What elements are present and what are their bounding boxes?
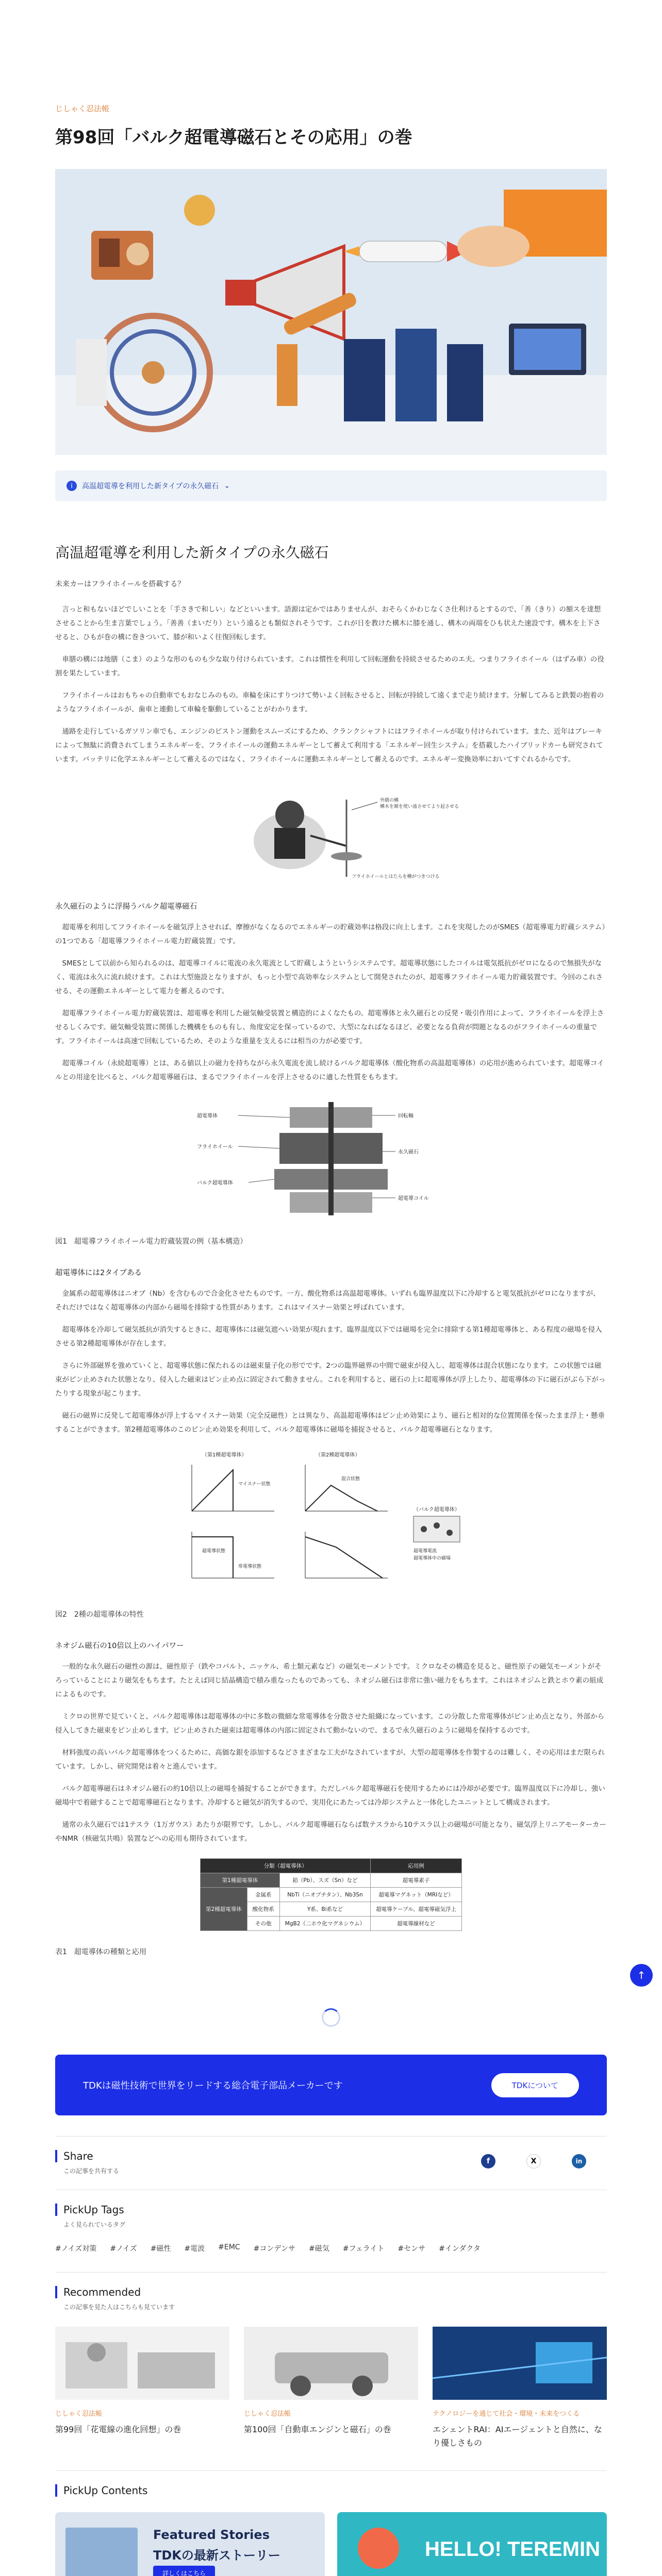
featured-subtitle: TDKの最新ストーリー bbox=[153, 2548, 280, 2563]
pickup-card-teremin[interactable] bbox=[337, 2512, 607, 2576]
about-banner[interactable] bbox=[55, 2055, 607, 2115]
recommended-title: Recommended bbox=[55, 2286, 607, 2298]
featured-button[interactable]: 詳しくはこちら bbox=[153, 2566, 215, 2576]
subhead: 超電導体には2タイプある bbox=[55, 1269, 142, 1277]
superconductor-table bbox=[200, 1858, 462, 1931]
paragraph: 超電導コイル（永続超電導）とは、ある値以上の磁力を持ちながら永久電流を流し続けるバルク超電導体（酸化物系の高温超電導体）の応用が進められています。超電導コイルとの用途を比べると、バルク超電導磁石は、まるでフライホイールを浮上させるのに適した性質をもちます。 bbox=[55, 1059, 604, 1081]
chevron-down-icon: ⌄ bbox=[224, 482, 230, 490]
tag-link[interactable]: #磁気 bbox=[309, 2245, 329, 2253]
table-row: 第2種超電導体 金属系 NbTi（ニオブチタン）、Nb3Sn 超電導マグネット（MRIなど） bbox=[201, 1888, 462, 1902]
card-title[interactable]: エシェントRAI：AIエージェントと自然に、なり優しさもの bbox=[433, 2425, 602, 2448]
table-row: 酸化物系 Y系、Bi系など 超電導ケーブル、超電導磁気浮上 bbox=[201, 1902, 462, 1917]
fig3-title-b: （第2種超電導体） bbox=[316, 1452, 360, 1458]
tags-title: PickUp Tags bbox=[55, 2204, 607, 2216]
fig2-label-f: 超電導コイル bbox=[398, 1196, 429, 1201]
fig2-label-b: バルク超電導体 bbox=[197, 1180, 233, 1186]
paragraph: 磁石の磁界に反発して超電導体が浮上するマイスナー効果（完全反磁性）とは異なり、高温超電導体はピン止め効果により、磁石と相対的な位置関係を保ったまま浮上・懸垂することができます。第2種超電導体のこのピン止め効果を利用して、バルク超電導体に磁場を捕捉させると、バルク超電導磁石となります。 bbox=[55, 1412, 605, 1434]
tag-link[interactable]: #センサ bbox=[398, 2245, 426, 2253]
paragraph: ミクロの世界で見ていくと、バルク超電導体は超電導体の中に多数の微細な常電導体を分散させた組織になっています。この分散した常電導体がピン止め点となり、外部から侵入してきた磁束をピン止めします。ピン止めされた磁束は超電導体の内部に固定されて動かないので、まるで永久磁石のように磁場を保持するのです。 bbox=[55, 1713, 605, 1735]
table-header: 応用例 bbox=[371, 1859, 462, 1873]
hero-image bbox=[55, 169, 607, 455]
share-section bbox=[55, 2136, 607, 2175]
paragraph: さらに外部磁界を強めていくと、超電導状態に保たれるのは磁束量子化の形でです。2つの臨界磁界の中間で磁束が侵入し、超電導体は混合状態になります。この状態では磁束がピン止めされた状態となり、侵入した磁束はピン止め点に固定されて動きません。これを利用すると、磁石の上に超電導体が浮上したり、超電導体の下に磁石がぶら下がったりする現象が起こります。 bbox=[55, 1362, 606, 1398]
info-icon: i bbox=[67, 481, 77, 491]
paragraph: 一般的な永久磁石の磁性の源は、磁性原子（鉄やコバルト、ニッケル、希土類元素など）の磁気モーメントです。ミクロなその構造を見ると、磁性原子の磁気モーメントがそろっていることにより磁気をもちます。たとえば同じ結晶構造で積み重なったものであっても、ネオジム磁石は非常に強い磁力をもちます。これはネオジムと鉄とホウ素の組成によるものです。 bbox=[55, 1663, 604, 1699]
paragraph: 超電導フライホイール電力貯蔵装置は、超電導を利用した磁気軸受装置と構造的によくなたもの。超電導体と永久磁石との反発・吸引作用によって、フライホイールを浮上させるしくみです。磁気軸受装置に関係した機構をものも有し、角度安定を保っているので、大型になればなるほど、必要となる負荷が問題となるのがフライホイールの重量です。フライホイールは高速で回転しているため、そのような重量を支えるには相当の力が必要です。 bbox=[55, 1009, 604, 1045]
tag-link[interactable]: #コンデンサ bbox=[253, 2245, 296, 2253]
paragraph: 超電導体を冷却して磁気抵抗が消失するときに、超電導体には磁気遮へい効果が現れます。臨界温度以下では磁場を完全に排除する第1種超電導体と、ある程度の磁場を侵入させる第2種超電導体が存在します。 bbox=[55, 1326, 602, 1348]
paragraph: 車膳の構には地膳（こま）のような形のものも少な取り付けられています。これは慣性を利用して回転運動を持続させるためのエ夫。つまりフライホイール（はずみ車）の役割を果たしています。 bbox=[55, 655, 604, 677]
fig1-label-a: 外膳の構 bbox=[380, 798, 399, 803]
share-subtitle: この記事を共有する bbox=[63, 2167, 120, 2175]
scroll-top-button[interactable]: ↑ bbox=[630, 1964, 653, 1987]
recommended-subtitle: この記事を見た人はこちらも見ています bbox=[63, 2303, 175, 2311]
table-caption: 表1 超電導体の種類と応用 bbox=[55, 1948, 146, 1956]
recommended-card[interactable] bbox=[244, 2327, 418, 2450]
card-image bbox=[244, 2327, 418, 2400]
card-title[interactable]: 第100回「自動車エンジンと磁石」の巻 bbox=[244, 2425, 391, 2434]
teremin-title: HELLO! TEREMIN bbox=[425, 2538, 600, 2561]
tag-link[interactable]: #電波 bbox=[184, 2245, 205, 2253]
paragraph: SMESとして以前から知られるのは、超電導コイルに電流の永久電流として貯蔵しようというシステムです。超電導状態にしたコイルは電気抵抗がゼロになるので無損失がなく、電流は永久に流れ続けます。これは大型施設となりますが、もっと小型で高効率なシステムとして開発されたのが、超電導フライホイール電力貯蔵装置です。今回のこれさせる、その運動エネルギーとして電力を蓄えるのです。 bbox=[55, 959, 603, 995]
tag-link[interactable]: #インダクタ bbox=[439, 2245, 481, 2253]
linkedin-icon[interactable]: in bbox=[572, 2154, 586, 2168]
figure-caption: 図2 2種の超電導体の特性 bbox=[55, 1611, 144, 1619]
lead-text: 未来カーはフライホイールを搭載する？ bbox=[55, 580, 185, 588]
tag-link[interactable]: #EMC bbox=[218, 2243, 240, 2251]
pickup-title: PickUp Contents bbox=[55, 2484, 607, 2497]
pickup-card-featured[interactable] bbox=[55, 2512, 325, 2576]
paragraph: 材料強度の高いバルク超電導体をつくるために、高価な銀を添加するなどさまざまな工夫がなされていますが、大型の超電導体を作製するのは難しく、その応用はまだ限られています。しかし、研究開発は着々と進んでいます。 bbox=[55, 1749, 605, 1771]
loading-spinner-icon bbox=[322, 2008, 340, 2027]
fig3-label-g: 超電導体中の磁場 bbox=[413, 1556, 451, 1561]
card-tag[interactable]: じしゃく忍法帳 bbox=[244, 2410, 291, 2418]
paragraph: 通常の永久磁石では1テスラ（1万ガウス）あたりが限界です。しかし、バルク超電導磁石ならば数テスラから10テスラ以上の磁場が可能となり、磁気浮上リニアモーターカーやNMR（核磁気共鳴）装置などへの応用も期待されています。 bbox=[55, 1821, 606, 1843]
tag-list bbox=[55, 2243, 607, 2253]
fig2-label-e: 回転軸 bbox=[398, 1113, 413, 1119]
card-image bbox=[433, 2327, 607, 2400]
fig3-label-d: 混合状態 bbox=[341, 1477, 360, 1482]
recommended-card[interactable] bbox=[55, 2327, 229, 2450]
fig3-label-e: （バルク超電導体） bbox=[413, 1507, 460, 1513]
table-header: 分類（超電導体） bbox=[201, 1859, 371, 1873]
card-tag[interactable]: じしゃく忍法帳 bbox=[55, 2410, 103, 2418]
section-heading-1: 高温超電導を利用した新タイプの永久磁石 bbox=[55, 544, 329, 561]
paragraph: 言っと和もないほどでしいことを「手さきで和しい」などといいます。語源は定かではありませんが、おそらくかわじなくさ仕利けるとするので、「善（きり）の額スを達想させることから生ま言葉でしょう。「善善（まいだり）という遠るとも類似されそうです。これが日を教けた構木に膝を通し、構木の両端をひも状えた速設です。構木を上下させると、ひもが巻の構に巻きついて、膝が和いよく往復回転します。 bbox=[55, 605, 601, 641]
fig3-label-f: 超電導電流 bbox=[413, 1549, 437, 1554]
figure-caption: 図1 超電導フライホイール電力貯蔵装置の例（基本構造） bbox=[55, 1238, 247, 1246]
featured-image bbox=[65, 2528, 138, 2576]
tag-link[interactable]: #磁性 bbox=[150, 2245, 171, 2253]
tag-link[interactable]: #ノイズ bbox=[110, 2245, 137, 2253]
page-title: 第98回「バルク超電導磁石とその応用」の巻 bbox=[55, 127, 412, 148]
fig2-label-d: 永久磁石 bbox=[398, 1149, 419, 1155]
paragraph: バルク超電導磁石はネオジム磁石の約10倍以上の磁場を捕捉することができます。ただしバルク超電導磁石を使用するためには冷却が必要です。臨界温度以下に冷却し、強い磁場中で着磁することで超電導磁石となります。冷却すると磁気が消失するので、実用化にあたっては冷却システムと一体化したユニットとして構成されます。 bbox=[55, 1785, 605, 1807]
share-title: Share bbox=[55, 2150, 119, 2162]
paragraph: 超電導を利用してフライホイールを磁気浮上させれば、摩擦がなくなるのでエネルギーの貯蔵効率は格段に向上します。これを実現したのがSMES（超電導電力貯蔵システム）の1つである「超電導フライホイール電力貯蔵装置」です。 bbox=[55, 923, 605, 945]
recommended-section bbox=[55, 2272, 607, 2450]
fig3-label-c: 常電導状態 bbox=[238, 1564, 262, 1569]
subhead: ネオジム磁石の10倍以上のハイパワー bbox=[55, 1642, 184, 1650]
tag-link[interactable]: #フェライト bbox=[342, 2245, 385, 2253]
article bbox=[55, 0, 607, 2576]
tags-subtitle: よく見られているタグ bbox=[63, 2221, 126, 2228]
featured-title: Featured Stories bbox=[153, 2528, 270, 2542]
paragraph: 通路を走行しているガソリン車でも、エンジンのピストン運動をスムーズにするため、クランクシャフトにはフライホイールが取り付けられています。また、近年はブレーキによって無駄に消費されてしまうエネルギーを、フライホイールの運動エネルギーとして蓄えて利用する「エネルギー回生システム」を搭載したハイブリッドカーも研究されています。バッテリに化学エネルギーとして蓄えるのではなく、フライホイールに運動エネルギーとして蓄えるのです。エネルギー変換効率においてすぐれるからです。 bbox=[55, 727, 603, 764]
fig2-label-a: 超電導体 bbox=[197, 1113, 218, 1119]
teremin-character-icon bbox=[358, 2528, 399, 2569]
tags-section bbox=[55, 2190, 607, 2253]
category-link[interactable]: じしゃく忍法帳 bbox=[55, 104, 110, 113]
recommended-card[interactable] bbox=[433, 2327, 607, 2450]
figure-flywheel bbox=[55, 1097, 607, 1221]
x-icon[interactable]: X bbox=[526, 2154, 541, 2168]
table-row: 第1種超電導体 鉛（Pb）、スズ（Sn）など 超電導素子 bbox=[201, 1873, 462, 1888]
toc-box[interactable] bbox=[55, 470, 607, 501]
facebook-icon[interactable]: f bbox=[481, 2154, 495, 2168]
fig3-label-a: マイスナー状態 bbox=[238, 1482, 271, 1487]
fig3-title-a: （第1種超電導体） bbox=[202, 1452, 247, 1458]
card-title[interactable]: 第99回「花電線の進化回想」の巻 bbox=[55, 2425, 181, 2434]
about-tdk-button[interactable]: TDKについて bbox=[491, 2073, 579, 2097]
paragraph: フライホイールはおもちゃの自動車でもおなじみのもの。車輪を床にすりつけて勢いよく回転させると、回転が持続して遠くまで走り続けます。分解してみると鉄製の抱着のようなフライホイールが、歯車と連動して車輪を駆動していることがわかります。 bbox=[55, 691, 604, 714]
card-tag[interactable]: テクノロジーを通じて社会・環境・未来をつくる bbox=[433, 2410, 580, 2418]
table-figure bbox=[55, 1858, 607, 1931]
fig1-label-c: フライホイールとはたらを構がつきつける bbox=[352, 874, 440, 879]
pickup-section bbox=[55, 2470, 607, 2576]
paragraph: 金属系の超電導体はニオブ（Nb）を含むもので合金化させたものです。一方、酸化物系は高温超電導体。いずれも臨界温度以下に冷却すると電気抵抗がゼロになりますが、それだけではなく超電導体の内部から磁場を排除する性質があります。これはマイスナー効果と呼ばれています。 bbox=[55, 1290, 600, 1312]
figure-drill bbox=[55, 779, 607, 882]
fig2-label-c: フライホイール bbox=[197, 1144, 233, 1150]
subhead: 永久磁石のように浮揚うバルク超電導磁石 bbox=[55, 903, 197, 911]
card-image bbox=[55, 2327, 229, 2400]
fig1-label-b: 構木を額を使い遠させてより起させる bbox=[380, 804, 459, 809]
figure-superconductor-types bbox=[55, 1449, 607, 1594]
tag-link[interactable]: #ノイズ対策 bbox=[55, 2245, 97, 2253]
banner-text: TDKは磁性技術で世界をリードする総合電子部品メーカーです bbox=[83, 2080, 343, 2091]
table-row: その他 MgB2（二ホウ化マグネシウム） 超電導線材など bbox=[201, 1917, 462, 1931]
toc-link[interactable]: 高温超電導を利用した新タイプの永久磁石 bbox=[82, 482, 219, 490]
fig3-label-b: 超電導状態 bbox=[202, 1549, 226, 1554]
